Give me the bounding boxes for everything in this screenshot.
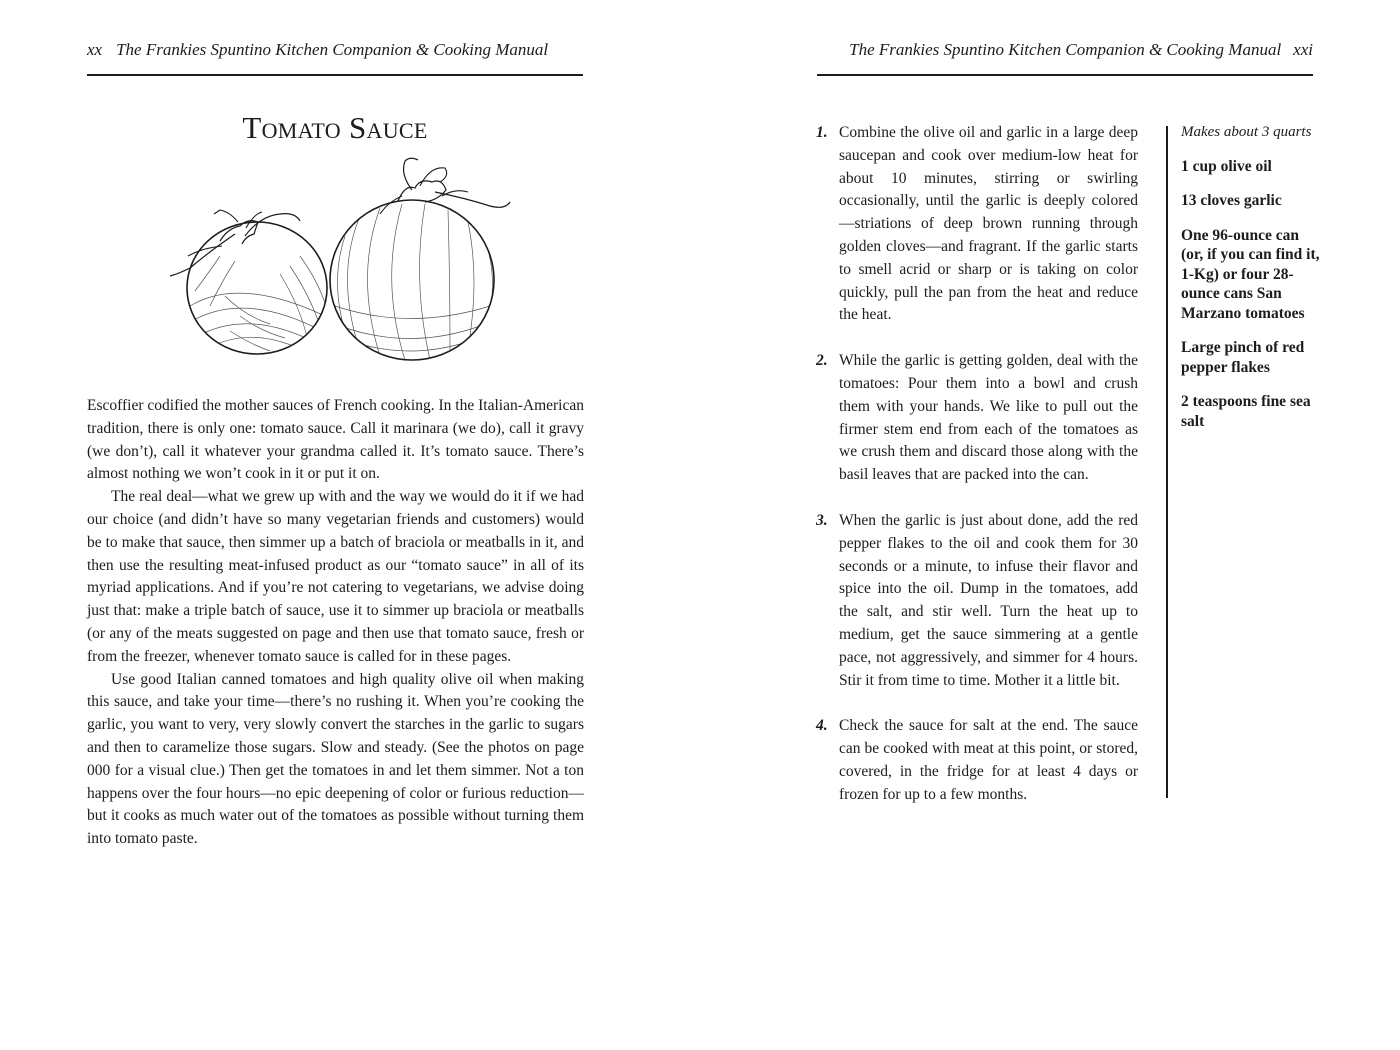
running-head-right [817, 40, 1313, 76]
step-item [816, 122, 1138, 327]
ingredient-item: One 96-ounce can (or, if you can find it, 1-Kg) or four 28-ounce cans San Marzano tomatoes [1181, 226, 1320, 322]
intro-text [87, 395, 584, 851]
ingredient-item: 13 cloves garlic [1181, 192, 1282, 209]
step-number: 1. [816, 124, 828, 141]
ingredient-item: Large pinch of red pepper flakes [1181, 339, 1305, 376]
page-number: xx [87, 40, 103, 59]
step-text: When the garlic is just about done, add the red pepper flakes to the oil and cook them for 30 seconds or a minute, to infuse their flavor and spice into the oil. Dump in the tomatoes, add the salt, and stir well. Turn the heat up to medium, get the sauce simmering at a gentle pace, not aggressively, and simmer for 4 hours. Stir it from time to time. Mother it a little bit. [839, 511, 1138, 689]
recipe-title: Tomato Sauce [242, 110, 428, 145]
tomatoes-illustration [150, 156, 520, 366]
running-head-title: The Frankies Spuntino Kitchen Companion & Cooking Manual [849, 40, 1282, 59]
running-head-title: The Frankies Spuntino Kitchen Companion & Cooking Manual [116, 40, 549, 59]
tomato-right-icon [330, 158, 510, 360]
ingredients-divider [1166, 126, 1168, 798]
method-steps [816, 122, 1138, 830]
ingredient-item: 2 teaspoons fine sea salt [1181, 393, 1311, 430]
step-number: 3. [816, 511, 828, 529]
step-text: Check the sauce for salt at the end. The sauce can be cooked with meat at this point, or stored, covered, in the fridge for at least 4 days or frozen for up to a few months. [839, 717, 1138, 803]
recipe-yield: Makes about 3 quarts [1181, 124, 1312, 140]
intro-paragraph: The real deal—what we grew up with and the way we would do it if we had our choice (and didn’t have so many vegetarian friends and customers) would be to make that sauce, then simmer up a batch of braciola or meatballs in it, and then use the resulting meat-infused product as our “tomato sauce” in all of its myriad applications. And if you’re not catering to vegetarians, we advise doing just that: make a triple batch of sauce, use it to simmer up braciola or meatballs (or any of the meats suggested on page and then use that tomato sauce, fresh or from the freezer, whenever tomato sauce is called for in these pages. [87, 488, 584, 665]
step-text: While the garlic is getting golden, deal with the tomatoes: Pour them into a bowl and crush them with your hands. We like to pull out the firmer stem end from each of the tomatoes as we crush them and discard those along with the basil leaves that are packed into the can. [839, 352, 1138, 484]
step-item [816, 510, 1138, 692]
step-item [816, 715, 1138, 806]
tomato-left-icon [170, 210, 327, 354]
running-head-left [87, 40, 583, 76]
step-number: 4. [816, 717, 828, 735]
right-page [700, 0, 1400, 1050]
ingredient-item: 1 cup olive oil [1181, 157, 1272, 175]
intro-paragraph: Escoffier codified the mother sauces of French cooking. In the Italian-American tradition, there is only one: tomato sauce. Call it marinara (we do), call it gravy (we don’t), call it whatever your grandma called it. It’s tomato sauce. There’s almost nothing we won’t cook in it or put it on. [87, 397, 584, 483]
ingredients-list [1181, 123, 1321, 446]
step-number: 2. [816, 352, 828, 370]
step-text: Combine the olive oil and garlic in a large deep saucepan and cook over medium-low heat for about 10 minutes, stirring or swirling occasionally, until the garlic is deeply colored—striations of deep brown running through golden cloves—and fragrant. If the garlic starts to smell acrid or sharp or is taking on color quickly, pull the pan from the heat and reduce the heat. [839, 124, 1138, 324]
intro-paragraph: Use good Italian canned tomatoes and high quality olive oil when making this sauce, and take your time—there’s no rushing it. When you’re cooking the garlic, you want to very, very slowly convert the starches in the garlic to sugars and then to caramelize those sugars. Slow and steady. (See the photos on page 000 for a visual clue.) Then get the tomatoes in and let them simmer. Not a ton happens over the four hours—no epic deepening of color or furious reduction—but it cooks as much water out of the tomatoes as possible without turning them into tomato paste. [87, 670, 584, 848]
page-number: xxi [1293, 40, 1313, 59]
step-item [816, 350, 1138, 487]
